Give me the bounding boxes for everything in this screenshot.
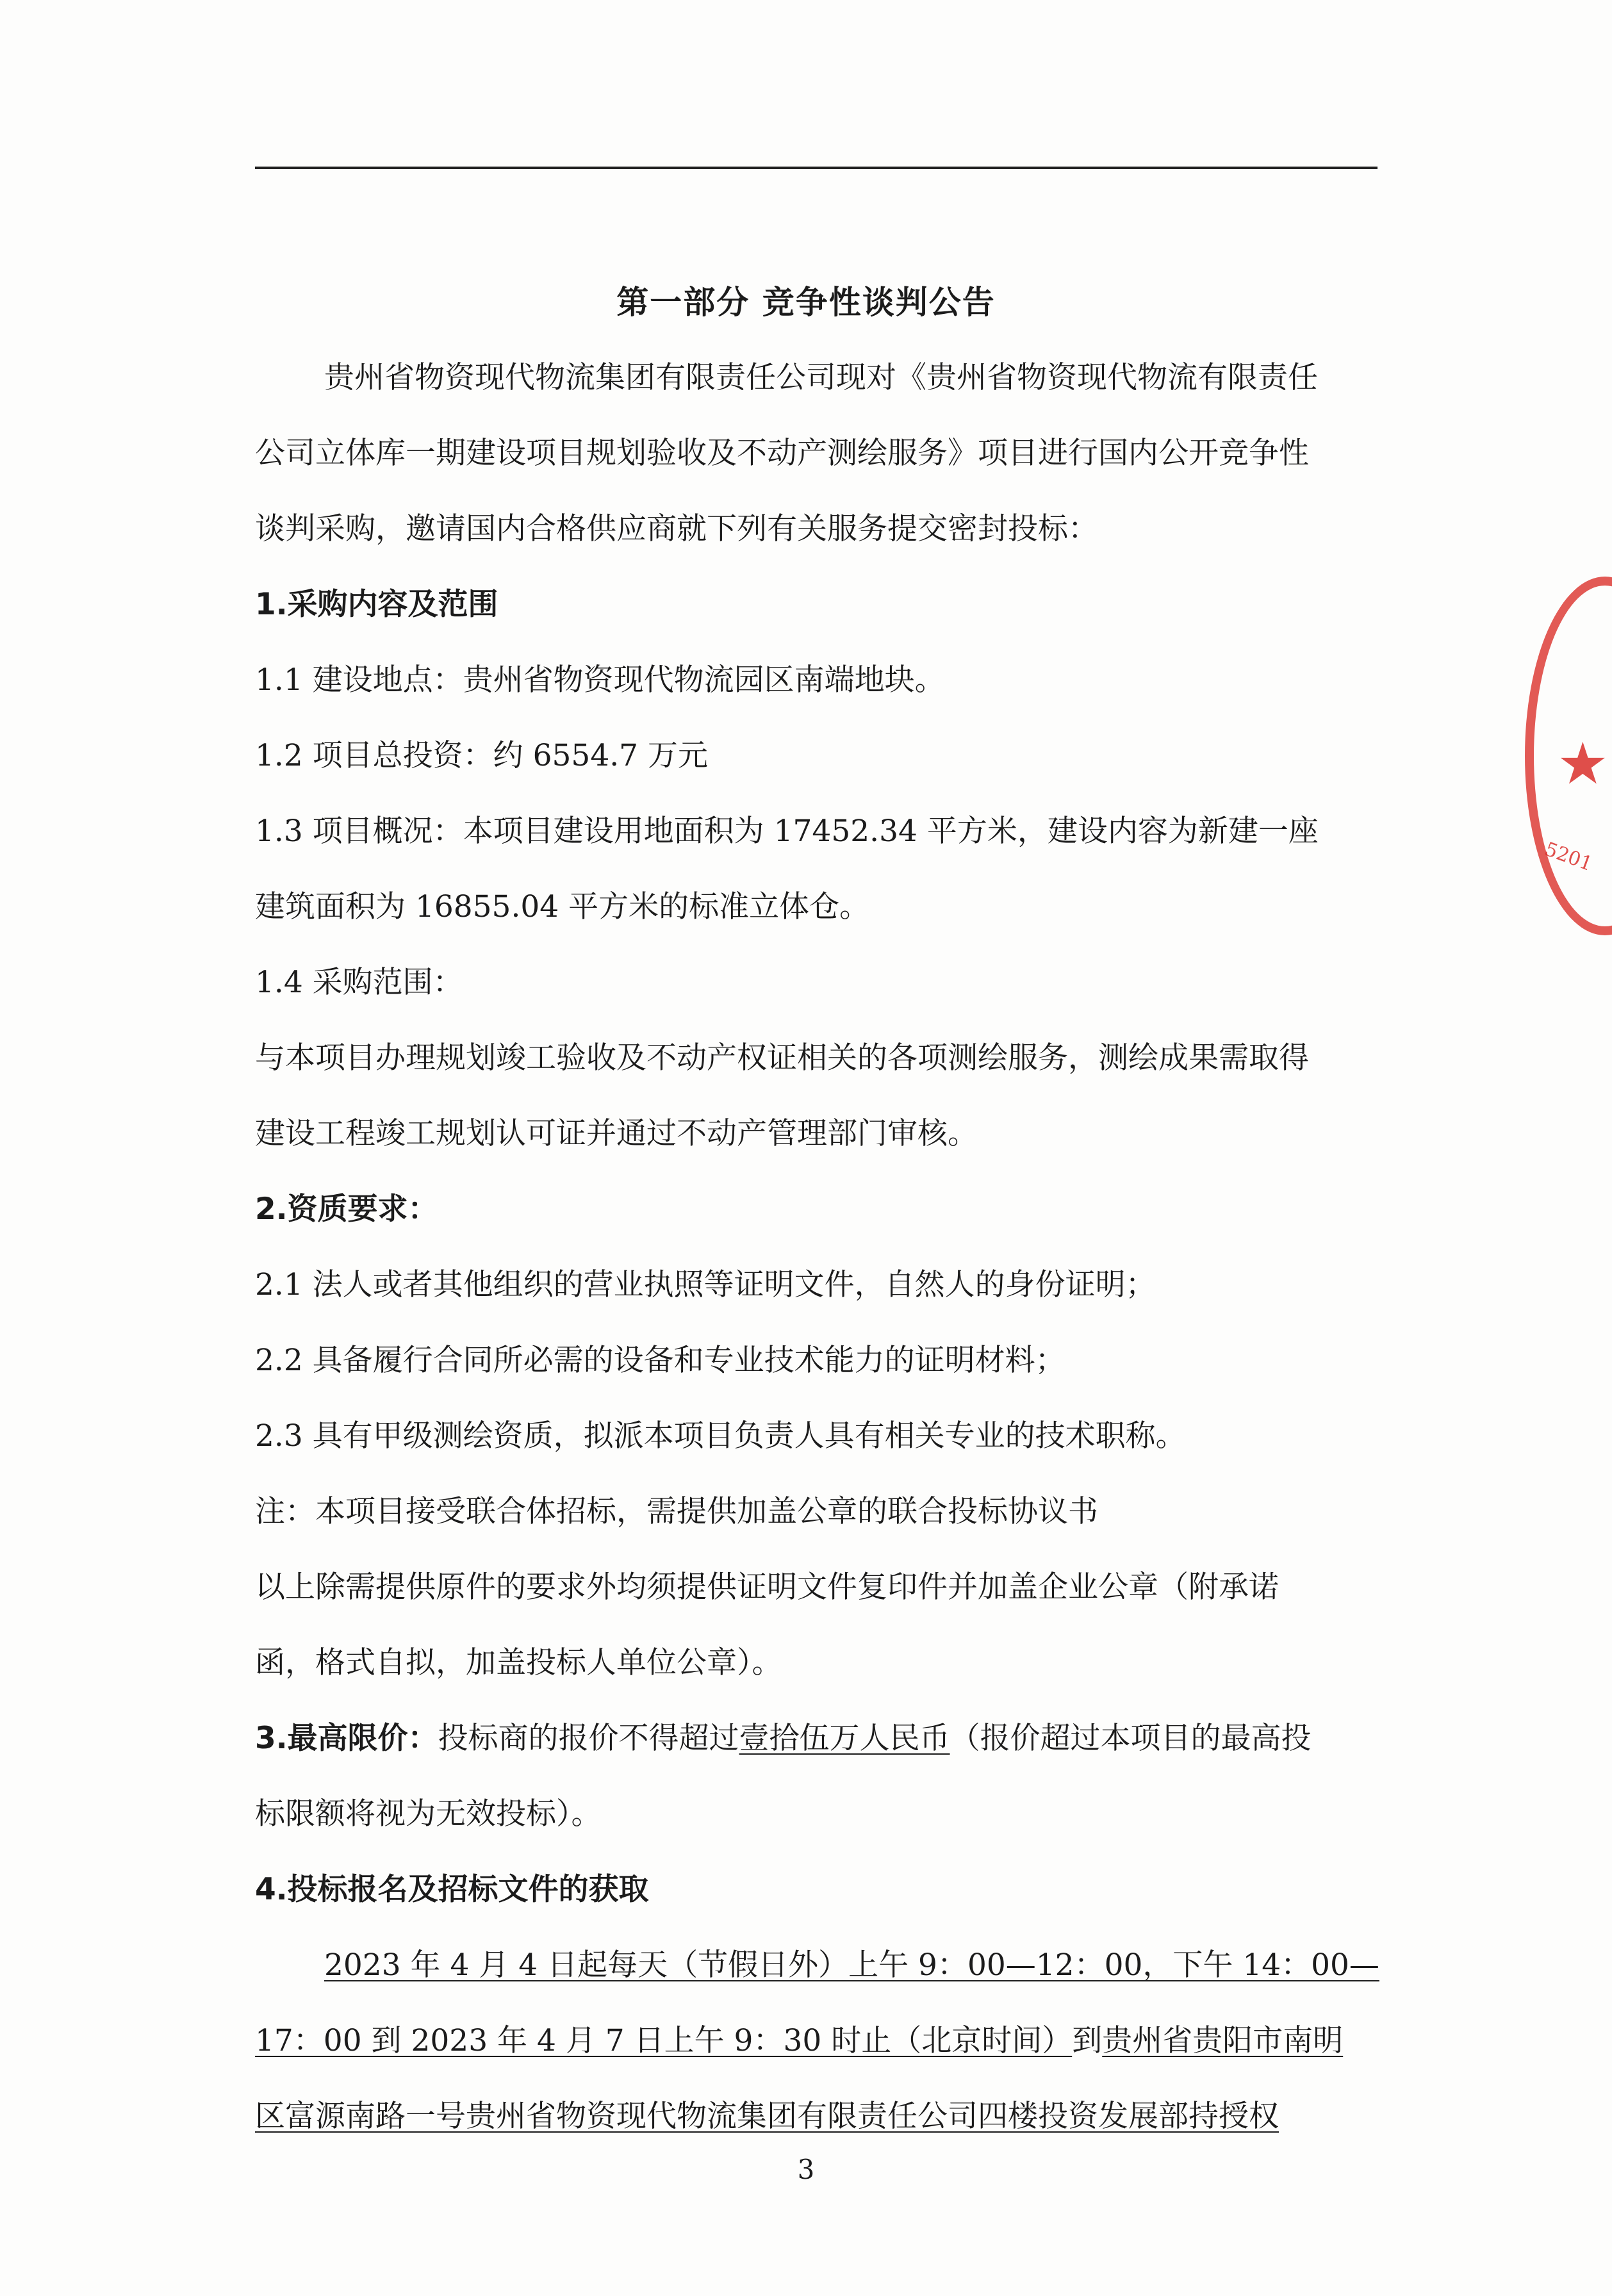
s3-text-c: 标限额将视为无效投标）。 <box>255 1796 602 1832</box>
s4-line-1: 2023 年 4 月 4 日起每天（节假日外）上午 9：00—12：00，下午 14：00— <box>324 1948 1379 1983</box>
s4-line-3: 区富源南路一号贵州省物资现代物流集团有限责任公司四楼投资发展部持授权 <box>255 2099 1279 2134</box>
intro-line-2: 公司立体库一期建设项目规划验收及不动产测绘服务》项目进行国内公开竞争性 <box>255 436 1309 471</box>
page-title: 第一部分 竞争性谈判公告 <box>616 284 996 321</box>
header-rule <box>255 167 1378 169</box>
s2-line-2: 2.2 具备履行合同所必需的设备和专业技术能力的证明材料； <box>255 1343 1065 1378</box>
section-1-heading: 1.采购内容及范围 <box>255 587 498 622</box>
section-3-heading: 3.最高限价： <box>255 1721 438 1756</box>
intro-line-3: 谈判采购，邀请国内合格供应商就下列有关服务提交密封投标： <box>255 511 1098 546</box>
seal-star-icon: ★ <box>1557 730 1609 798</box>
s1-line-5a: 与本项目办理规划竣工验收及不动产权证相关的各项测绘服务，测绘成果需取得 <box>255 1040 1309 1076</box>
s1-line-1: 1.1 建设地点：贵州省物资现代物流园区南端地块。 <box>255 662 945 698</box>
s1-line-3a: 1.3 项目概况：本项目建设用地面积为 17452.34 平方米，建设内容为新建一座 <box>255 814 1319 849</box>
s4-line-2b: 到 <box>1072 2023 1103 2058</box>
page-number: 3 <box>797 2154 815 2185</box>
section-2-heading: 2.资质要求： <box>255 1192 438 1227</box>
section-4-heading: 4.投标报名及招标文件的获取 <box>255 1872 649 1907</box>
s1-line-3b: 建筑面积为 16855.04 平方米的标准立体仓。 <box>255 889 870 924</box>
section-3-line <box>255 1719 1312 1758</box>
s1-line-5b: 建设工程竣工规划认可证并通过不动产管理部门审核。 <box>255 1116 978 1151</box>
s4-line-2 <box>255 2022 1343 2060</box>
s3-text-a: 投标商的报价不得超过 <box>438 1721 739 1756</box>
s4-line-2c: 贵州省贵阳市南明 <box>1102 2023 1344 2058</box>
s2-line-4b: 函，格式自拟，加盖投标人单位公章）。 <box>255 1645 782 1680</box>
s4-line-2a: 17：00 到 2023 年 4 月 7 日上午 9：30 时止（北京时间） <box>255 2023 1073 2058</box>
s3-text-b: （报价超过本项目的最高投 <box>950 1721 1312 1756</box>
s1-line-4: 1.4 采购范围： <box>255 965 463 1000</box>
s2-line-4a: 以上除需提供原件的要求外均须提供证明文件复印件并加盖企业公章（附承诺 <box>255 1570 1279 1605</box>
s2-line-3: 2.3 具有甲级测绘资质，拟派本项目负责人具有相关专业的技术职称。 <box>255 1418 1186 1454</box>
s3-amount: 壹拾伍万人民币 <box>739 1721 950 1756</box>
intro-line-1: 贵州省物资现代物流集团有限责任公司现对《贵州省物资现代物流有限责任 <box>324 360 1318 395</box>
seal-code: 5201 <box>1542 837 1596 876</box>
s1-line-2: 1.2 项目总投资：约 6554.7 万元 <box>255 738 709 773</box>
s2-note: 注：本项目接受联合体招标，需提供加盖公章的联合投标协议书 <box>255 1494 1098 1529</box>
s2-line-1: 2.1 法人或者其他组织的营业执照等证明文件，自然人的身份证明； <box>255 1267 1156 1302</box>
